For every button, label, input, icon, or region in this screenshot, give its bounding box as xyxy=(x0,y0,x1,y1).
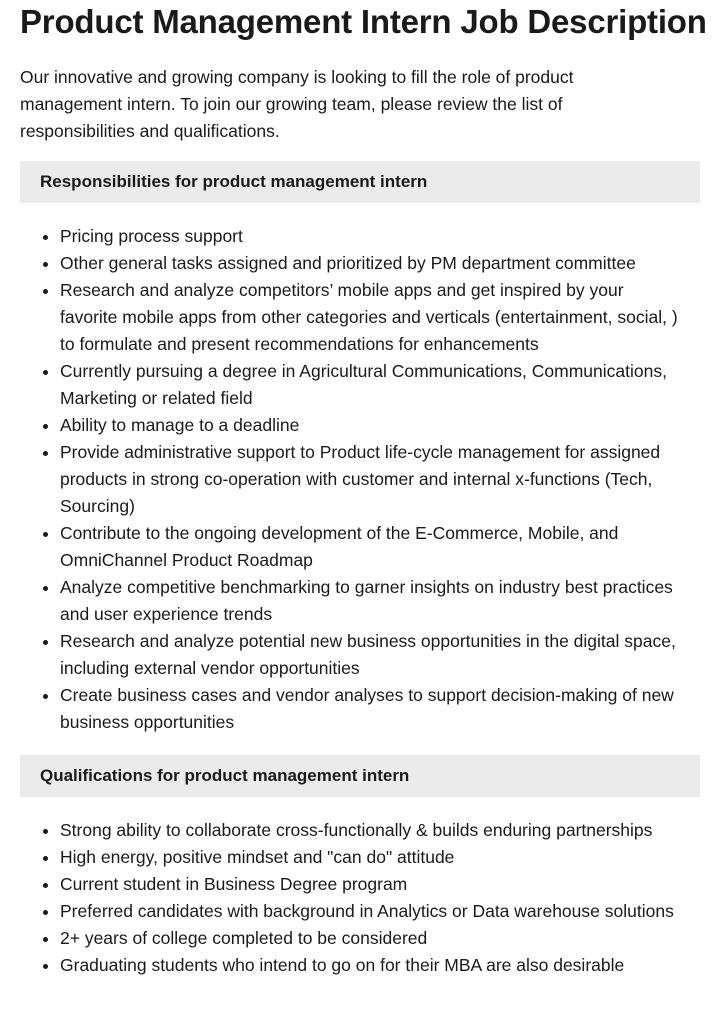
list-item: • Analyze competitive benchmarking to garner insights on industry best practices and user experience trends xyxy=(60,574,680,628)
intro-paragraph: Our innovative and growing company is looking to fill the role of product management intern. To join our growing team, please review the list of responsibilities and qualifications. xyxy=(20,67,574,141)
qualifications-list xyxy=(20,817,700,979)
list-item: • Strong ability to collaborate cross-functionally & builds enduring partnerships xyxy=(60,817,700,844)
list-item: • Preferred candidates with background in Analytics or Data warehouse solutions xyxy=(60,898,700,925)
list-item: • Contribute to the ongoing development of the E-Commerce, Mobile, and OmniChannel Product Roadmap xyxy=(60,520,680,574)
list-item: • Graduating students who intend to go on for their MBA are also desirable xyxy=(60,952,700,979)
list-item: • Current student in Business Degree program xyxy=(60,871,700,898)
responsibilities-heading: Responsibilities for product management intern xyxy=(20,161,700,203)
page-title: Product Management Intern Job Description xyxy=(20,3,707,40)
list-item: • Create business cases and vendor analyses to support decision-making of new business opportunities xyxy=(60,682,680,736)
list-item: • Pricing process support xyxy=(60,223,680,250)
list-item: • Ability to manage to a deadline xyxy=(60,412,680,439)
list-item: • High energy, positive mindset and "can do" attitude xyxy=(60,844,700,871)
list-item: • Research and analyze competitors’ mobile apps and get inspired by your favorite mobile apps from other categories and verticals (entertainment, social, ) to formulate and present recommendations for enhancements xyxy=(60,277,680,358)
list-item: • 2+ years of college completed to be considered xyxy=(60,925,700,952)
list-item: • Research and analyze potential new business opportunities in the digital space, including external vendor opportunities xyxy=(60,628,680,682)
qualifications-heading: Qualifications for product management intern xyxy=(20,755,700,797)
list-item: • Currently pursuing a degree in Agricultural Communications, Communications, Marketing or related field xyxy=(60,358,680,412)
responsibilities-list xyxy=(20,223,680,736)
list-item: • Other general tasks assigned and prioritized by PM department committee xyxy=(60,250,680,277)
list-item: • Provide administrative support to Product life-cycle management for assigned products in strong co-operation with customer and internal x-functions (Tech, Sourcing) xyxy=(60,439,680,520)
